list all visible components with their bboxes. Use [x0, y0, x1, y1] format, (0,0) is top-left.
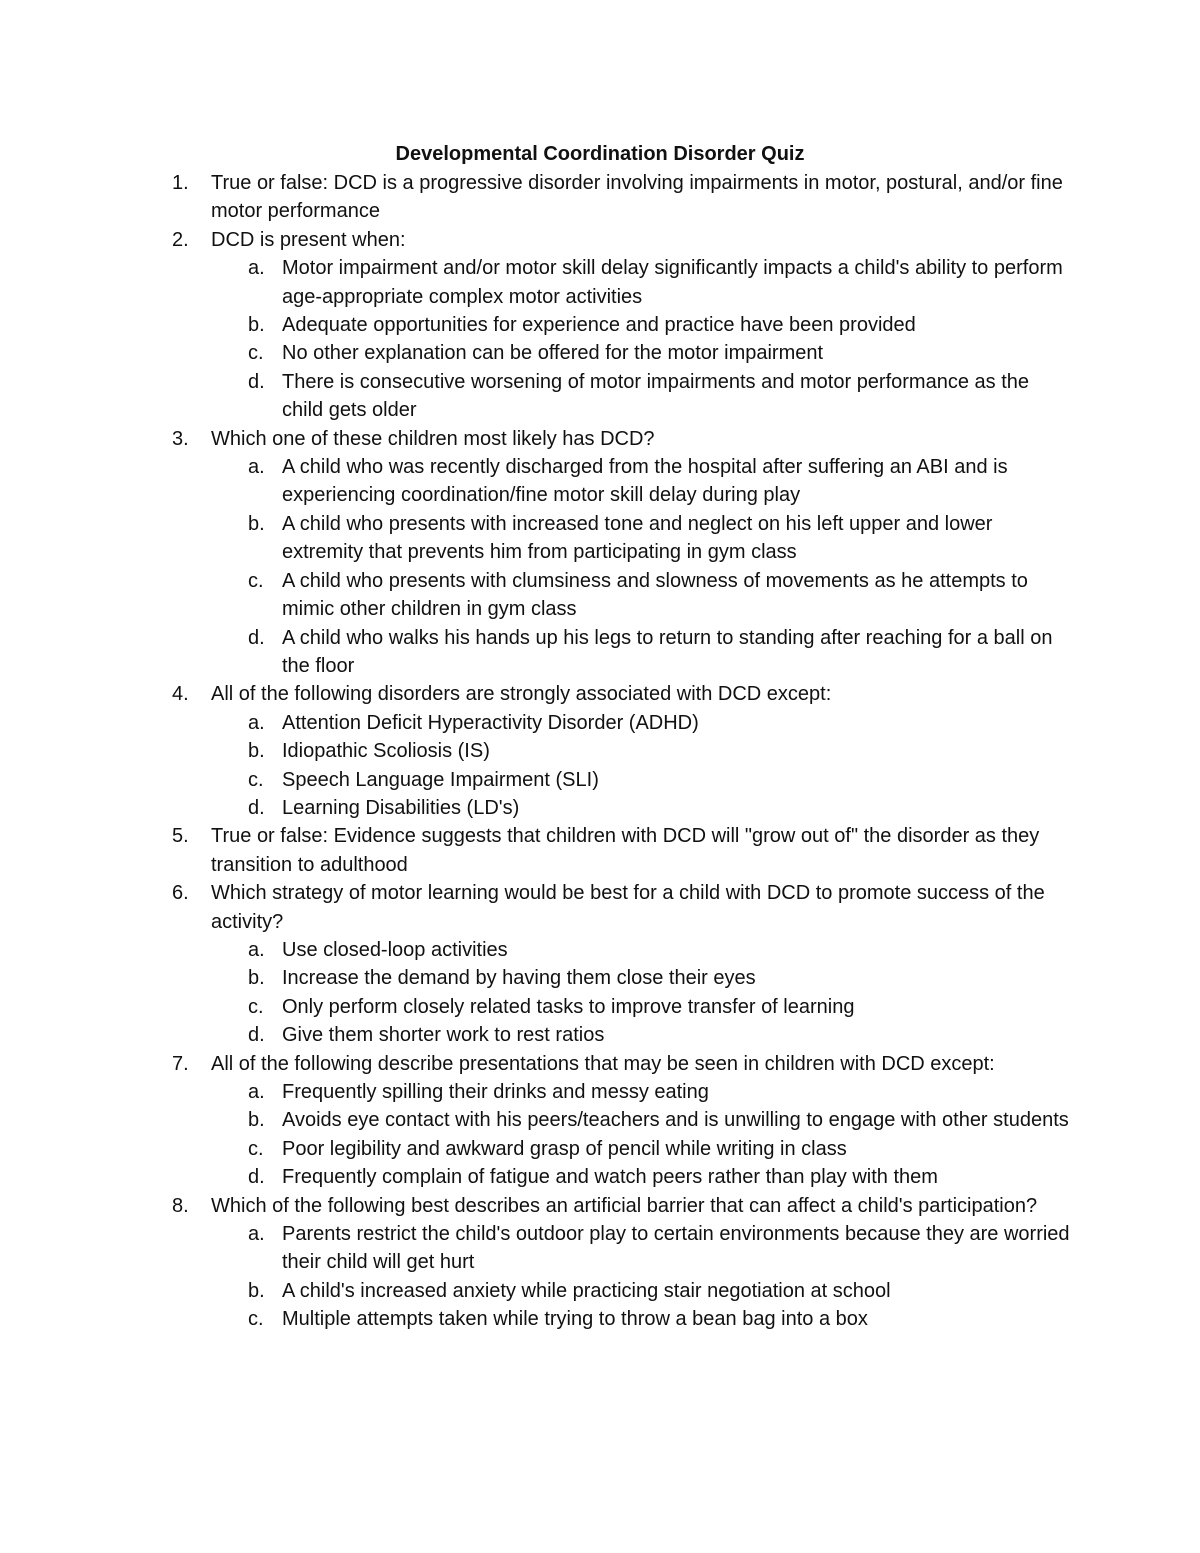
question-item — [0, 425, 1200, 453]
question-text: Which one of these children most likely has DCD? — [211, 427, 655, 450]
answer-option — [0, 510, 1200, 567]
question-number: 5. — [172, 825, 189, 848]
option-letter: d. — [248, 796, 265, 819]
option-text: Use closed-loop activities — [282, 938, 508, 961]
option-text: Frequently complain of fatigue and watch peers rather than play with them — [282, 1166, 938, 1189]
option-text: Idiopathic Scoliosis (IS) — [282, 740, 490, 763]
option-letter: a. — [248, 1223, 265, 1246]
answer-option — [0, 311, 1200, 339]
option-text: Attention Deficit Hyperactivity Disorder (ADHD) — [282, 711, 699, 734]
option-text: Multiple attempts taken while trying to throw a bean bag into a box — [282, 1308, 868, 1331]
option-text: Learning Disabilities (LD's) — [282, 796, 520, 819]
question-number: 4. — [172, 683, 189, 706]
question-item — [0, 1050, 1200, 1078]
question-item — [0, 822, 1200, 879]
option-text: Frequently spilling their drinks and messy eating — [282, 1081, 709, 1103]
option-text: A child who walks his hands up his legs to return to standing after reaching for a ball on the floor — [282, 626, 1053, 677]
answer-option — [0, 1106, 1200, 1134]
option-text: No other explanation can be offered for the motor impairment — [282, 342, 824, 365]
option-letter: a. — [248, 711, 265, 734]
option-letter: b. — [248, 512, 265, 535]
question-number: 1. — [172, 172, 189, 194]
answer-option — [0, 339, 1200, 367]
answer-options — [0, 1078, 1200, 1192]
option-text: There is consecutive worsening of motor impairments and motor performance as the child gets older — [282, 370, 1030, 422]
option-text: Give them shorter work to rest ratios — [282, 1024, 605, 1047]
question-text: All of the following describe presentations that may be seen in children with DCD except: — [211, 1052, 995, 1075]
option-text: Only perform closely related tasks to improve transfer of learning — [282, 995, 855, 1018]
answer-options — [0, 453, 1200, 680]
option-letter: a. — [248, 1081, 265, 1103]
answer-option — [0, 1135, 1200, 1163]
option-text: A child's increased anxiety while practicing stair negotiation at school — [282, 1279, 891, 1302]
option-letter: b. — [248, 967, 265, 990]
question-list — [0, 169, 1200, 1334]
answer-option — [0, 1220, 1200, 1277]
answer-option — [0, 1021, 1200, 1049]
question-number: 2. — [172, 228, 189, 251]
option-letter: b. — [248, 314, 265, 337]
answer-option — [0, 964, 1200, 992]
option-letter: a. — [248, 456, 265, 479]
option-text: Adequate opportunities for experience and practice have been provided — [282, 314, 916, 337]
question-number: 6. — [172, 882, 189, 905]
option-letter: c. — [248, 342, 264, 365]
option-letter: b. — [248, 1109, 265, 1132]
option-text: Avoids eye contact with his peers/teachers and is unwilling to engage with other students — [282, 1109, 1069, 1132]
answer-option — [0, 254, 1200, 311]
page-title: Developmental Coordination Disorder Quiz — [395, 143, 805, 165]
option-text: Parents restrict the child's outdoor play to certain environments because they are worried their child will get hurt — [282, 1223, 1070, 1274]
option-text: Increase the demand by having them close their eyes — [282, 967, 756, 990]
question-text: DCD is present when: — [211, 228, 406, 251]
option-letter: b. — [248, 1279, 265, 1302]
question-number: 3. — [172, 427, 189, 450]
option-text: Speech Language Impairment (SLI) — [282, 768, 599, 791]
answer-option — [0, 709, 1200, 737]
option-letter: d. — [248, 1166, 265, 1189]
question-number: 7. — [172, 1052, 189, 1075]
answer-option — [0, 794, 1200, 822]
option-letter: a. — [248, 257, 265, 280]
question-item — [0, 680, 1200, 708]
answer-option — [0, 1163, 1200, 1191]
answer-option — [0, 1305, 1200, 1333]
option-letter: c. — [248, 1137, 264, 1160]
option-letter: c. — [248, 768, 264, 791]
question-item — [0, 879, 1200, 936]
option-text: A child who presents with clumsiness and slowness of movements as he attempts to mimic other children in gym class — [282, 569, 1028, 621]
question-text: True or false: Evidence suggests that children with DCD will "grow out of" the disorder as they transition to adulthood — [211, 825, 1040, 876]
option-letter: c. — [248, 995, 264, 1018]
answer-option — [0, 936, 1200, 964]
option-text: A child who was recently discharged from the hospital after suffering an ABI and is experiencing coordination/fine motor skill delay during play — [282, 456, 1008, 507]
answer-option — [0, 993, 1200, 1021]
answer-option — [0, 368, 1200, 425]
option-letter: c. — [248, 569, 264, 592]
option-letter: d. — [248, 626, 265, 649]
option-letter: c. — [248, 1308, 264, 1331]
answer-option — [0, 1277, 1200, 1305]
answer-option — [0, 624, 1200, 681]
option-letter: b. — [248, 740, 265, 763]
answer-option — [0, 766, 1200, 794]
option-letter: d. — [248, 370, 265, 393]
option-letter: a. — [248, 938, 265, 961]
answer-option — [0, 737, 1200, 765]
question-item — [0, 1192, 1200, 1220]
question-item — [0, 226, 1200, 254]
answer-options — [0, 1220, 1200, 1334]
option-text: Motor impairment and/or motor skill delay significantly impacts a child's ability to perform age-appropriate complex motor activities — [282, 257, 1063, 308]
answer-option — [0, 453, 1200, 510]
question-number: 8. — [172, 1194, 189, 1217]
option-letter: d. — [248, 1024, 265, 1047]
question-text: All of the following disorders are strongly associated with DCD except: — [211, 683, 832, 706]
option-text: A child who presents with increased tone and neglect on his left upper and lower extremity that prevents him from participating in gym class — [282, 512, 993, 564]
answer-option — [0, 1078, 1200, 1106]
question-text: Which strategy of motor learning would be best for a child with DCD to promote success of the activity? — [211, 882, 1045, 933]
answer-option — [0, 567, 1200, 624]
answer-options — [0, 936, 1200, 1050]
question-text: Which of the following best describes an artificial barrier that can affect a child's participation? — [211, 1194, 1038, 1217]
option-text: Poor legibility and awkward grasp of pencil while writing in class — [282, 1137, 847, 1160]
question-text: True or false: DCD is a progressive disorder involving impairments in motor, postural, and/or fine motor performance — [211, 172, 1063, 223]
answer-options — [0, 709, 1200, 823]
answer-options — [0, 254, 1200, 424]
question-item — [0, 169, 1200, 226]
